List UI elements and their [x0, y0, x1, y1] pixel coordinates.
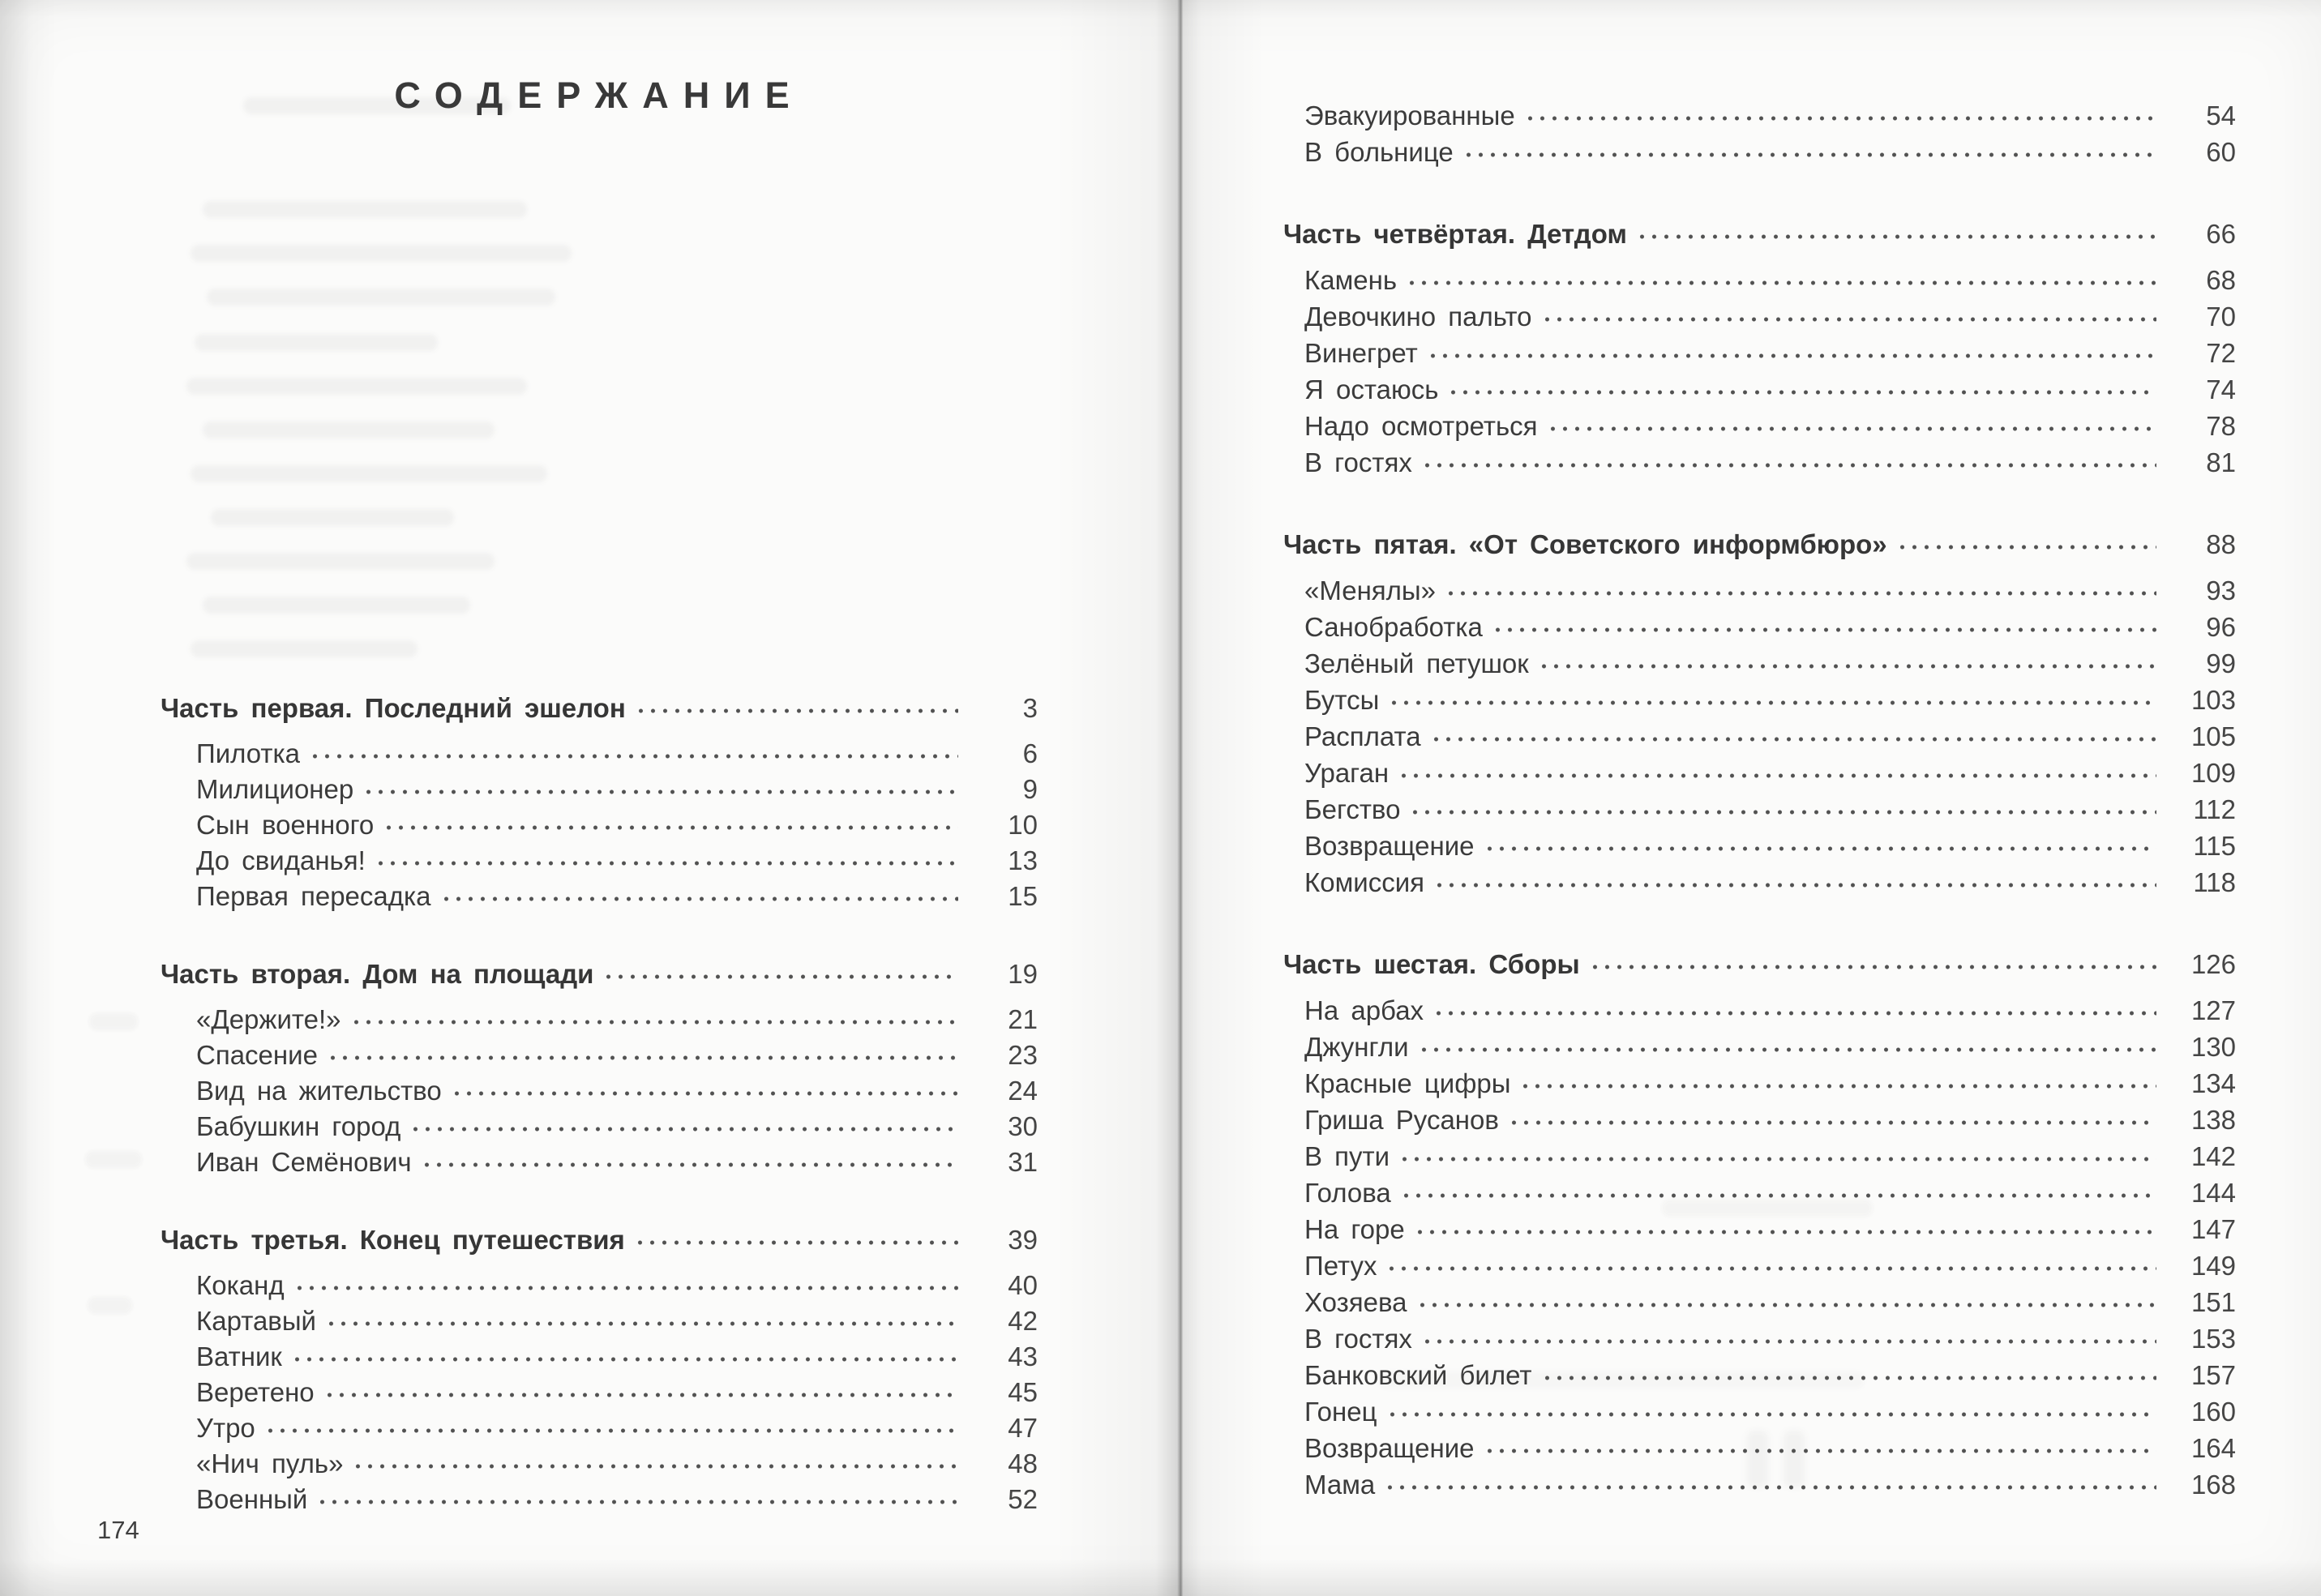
dot-leader [439, 896, 958, 901]
dot-leader [1518, 1084, 2156, 1089]
toc-entry [161, 1336, 1038, 1371]
dot-leader [1539, 1376, 2157, 1380]
toc-label: На арбах [1304, 995, 1424, 1026]
toc-page-number: 130 [2190, 1032, 2236, 1063]
toc-page-number: 147 [2190, 1214, 2236, 1245]
toc-entry [161, 1034, 1038, 1070]
toc-label: Возвращение [1304, 1433, 1475, 1464]
toc-page-number: 43 [1008, 1341, 1038, 1372]
toc-entry [1283, 1354, 2236, 1390]
toc-section-header [1283, 943, 2236, 979]
toc-entry [1283, 569, 2236, 605]
toc-page-number: 93 [2206, 576, 2236, 606]
bleedthrough-smudge [89, 1013, 138, 1030]
bleedthrough-smudge [191, 465, 547, 482]
toc-entry [161, 840, 1038, 875]
toc-entry [1283, 715, 2236, 751]
page-edge-shadow [0, 1560, 2321, 1596]
toc-entry [1283, 1025, 2236, 1062]
dot-leader [1428, 737, 2156, 742]
dot-leader [322, 1393, 958, 1397]
dot-leader [1443, 591, 2156, 596]
dot-leader [1482, 1448, 2156, 1453]
dot-leader [1384, 1266, 2156, 1271]
toc-page-number: 19 [1008, 959, 1038, 990]
toc-label: Санобработка [1304, 612, 1483, 643]
toc-label: Эвакуированные [1304, 101, 1515, 131]
toc-page-number: 134 [2190, 1068, 2236, 1099]
toc-page-number: 24 [1008, 1076, 1038, 1106]
toc-label: Сын военного [196, 810, 375, 841]
toc-label: Петух [1304, 1251, 1377, 1282]
toc-entry [1283, 94, 2236, 131]
toc-entry [1283, 824, 2236, 861]
toc-page-number: 149 [2190, 1251, 2236, 1282]
dot-leader [323, 1321, 958, 1326]
toc-entry [161, 1407, 1038, 1443]
toc-section-header [1283, 523, 2236, 559]
toc-page-number: 103 [2190, 685, 2236, 716]
toc-section [1283, 212, 2236, 477]
toc-entry [1283, 1390, 2236, 1427]
toc-label: Картавый [196, 1306, 316, 1337]
toc-page-number: 115 [2193, 831, 2236, 862]
dot-leader [315, 1500, 958, 1504]
dot-leader [1385, 1412, 2157, 1417]
toc-entry [1283, 861, 2236, 897]
dot-leader [408, 1127, 958, 1132]
toc-page-number: 68 [2206, 265, 2236, 296]
toc-label: В гостях [1304, 447, 1412, 478]
toc-label: В гостях [1304, 1324, 1412, 1354]
toc-entry [161, 999, 1038, 1034]
toc-label: Военный [196, 1484, 308, 1515]
toc-label: Иван Семёнович [196, 1147, 412, 1178]
toc-section [161, 687, 1038, 911]
dot-leader [1407, 810, 2156, 815]
toc-label: Часть шестая. Сборы [1283, 949, 1580, 980]
toc-section-header [161, 687, 1038, 723]
toc-entry [1283, 1244, 2236, 1281]
dot-leader [1412, 1230, 2156, 1234]
toc-label: Банковский билет [1304, 1360, 1532, 1391]
toc-entry [1283, 1427, 2236, 1463]
dot-leader [1404, 280, 2156, 285]
dot-leader [289, 1357, 958, 1362]
dot-leader [1420, 463, 2156, 468]
toc-label: Первая пересадка [196, 881, 431, 912]
toc-page-number: 45 [1008, 1377, 1038, 1408]
toc-entry [161, 1371, 1038, 1407]
toc-label: Надо осмотреться [1304, 411, 1538, 442]
toc-page-number: 96 [2206, 612, 2236, 643]
toc-page-number: 10 [1008, 810, 1038, 841]
toc-entry [1283, 678, 2236, 715]
dot-leader [1431, 1011, 2156, 1016]
dot-leader [1461, 152, 2156, 157]
toc-entry [161, 1141, 1038, 1177]
toc-label: Утро [196, 1413, 255, 1444]
dot-leader [1397, 1157, 2156, 1162]
toc-label: Ураган [1304, 758, 1390, 789]
toc-label: «Держите!» [196, 1004, 341, 1035]
toc-page-number: 6 [1022, 738, 1038, 769]
bleedthrough-smudge [211, 509, 454, 526]
toc-page-number: 47 [1008, 1413, 1038, 1444]
dot-leader [1425, 353, 2156, 358]
dot-leader [1482, 846, 2156, 851]
bleedthrough-smudge [186, 553, 495, 570]
toc-label: Возвращение [1304, 831, 1475, 862]
dot-leader [307, 754, 958, 759]
toc-entry [161, 1443, 1038, 1478]
toc-label: Девочкино пальто [1304, 302, 1532, 332]
toc-entry [1283, 1135, 2236, 1171]
toc-right-column [1283, 94, 2236, 1500]
dot-leader [1445, 390, 2156, 395]
toc-label: В больнице [1304, 137, 1454, 168]
dot-leader [1386, 700, 2156, 705]
toc-section-header [161, 953, 1038, 989]
toc-label: Комиссия [1304, 867, 1425, 898]
toc-entry [1283, 989, 2236, 1025]
contents-title: СОДЕРЖАНИЕ [394, 75, 804, 116]
bleedthrough-smudge [191, 245, 572, 262]
toc-entry [1283, 642, 2236, 678]
toc-label: Красные цифры [1304, 1068, 1511, 1099]
dot-leader [1432, 883, 2156, 888]
toc-page-number: 74 [2206, 374, 2236, 405]
toc-page-number: 48 [1008, 1448, 1038, 1479]
toc-entry [1283, 1463, 2236, 1500]
toc-entry [1283, 131, 2236, 167]
toc-page-number: 126 [2190, 949, 2236, 980]
toc-label: Голова [1304, 1178, 1391, 1209]
toc-page-number: 78 [2206, 411, 2236, 442]
toc-page-number: 153 [2190, 1324, 2236, 1354]
toc-label: Ватник [196, 1341, 282, 1372]
toc-page-number: 151 [2190, 1287, 2236, 1318]
toc-page-number: 21 [1008, 1004, 1038, 1035]
toc-label: Часть четвёртая. Детдом [1283, 219, 1627, 250]
toc-page-number: 60 [2206, 137, 2236, 168]
toc-label: Хозяева [1304, 1287, 1407, 1318]
bleedthrough-smudge [203, 597, 470, 614]
toc-section [161, 953, 1038, 1177]
toc-label: «Нич пуль» [196, 1448, 344, 1479]
dot-leader [1415, 1303, 2157, 1307]
toc-entry [161, 768, 1038, 804]
toc-label: Пилотка [196, 738, 301, 769]
toc-page-number: 109 [2190, 758, 2236, 789]
toc-entry [161, 1300, 1038, 1336]
dot-leader [1536, 664, 2156, 669]
toc-page-number: 52 [1008, 1484, 1038, 1515]
toc-entry [161, 1106, 1038, 1141]
page-edge-shadow [0, 0, 2321, 18]
dot-leader [361, 789, 958, 794]
toc-entry [1283, 751, 2236, 788]
toc-entry [161, 875, 1038, 911]
toc-page-number: 31 [1008, 1147, 1038, 1178]
dot-leader [1522, 116, 2156, 121]
toc-left-column [161, 687, 1038, 1514]
toc-entry [161, 1070, 1038, 1106]
toc-entry [1283, 295, 2236, 332]
toc-page-number: 15 [1008, 881, 1038, 912]
toc-label: Винегрет [1304, 338, 1418, 369]
toc-page-number: 23 [1008, 1040, 1038, 1071]
toc-label: Расплата [1304, 721, 1421, 752]
toc-entry [1283, 441, 2236, 477]
toc-label: Гонец [1304, 1397, 1377, 1427]
dot-leader [1545, 426, 2156, 431]
toc-page-number: 42 [1008, 1306, 1038, 1337]
dot-leader [350, 1464, 958, 1469]
toc-label: Зелёный петушок [1304, 648, 1529, 679]
toc-section [1283, 943, 2236, 1500]
toc-entry [161, 733, 1038, 768]
toc-page-number: 164 [2190, 1433, 2236, 1464]
bleedthrough-smudge [203, 421, 495, 439]
toc-entry [1283, 1171, 2236, 1208]
toc-label: Бегство [1304, 794, 1401, 825]
toc-page-number: 30 [1008, 1111, 1038, 1142]
toc-entry [1283, 788, 2236, 824]
bleedthrough-smudge [186, 378, 527, 395]
dot-leader [349, 1020, 958, 1025]
toc-label: Гриша Русанов [1304, 1105, 1499, 1136]
toc-label: Коканд [196, 1270, 285, 1301]
toc-entry [1283, 1281, 2236, 1317]
dot-leader [1396, 773, 2156, 778]
toc-entry [161, 1264, 1038, 1300]
folio-page-number: 174 [97, 1516, 139, 1544]
toc-label: Часть первая. Последний эшелон [161, 693, 626, 724]
bleedthrough-smudge [195, 334, 438, 351]
dot-leader [419, 1162, 958, 1167]
toc-page-number: 13 [1008, 845, 1038, 876]
toc-entry [1283, 1317, 2236, 1354]
toc-page-number: 118 [2193, 867, 2236, 898]
dot-leader [633, 708, 958, 713]
toc-label: Джунгли [1304, 1032, 1409, 1063]
toc-label: На горе [1304, 1214, 1405, 1245]
toc-label: Вид на жительство [196, 1076, 442, 1106]
toc-label: Милиционер [196, 774, 354, 805]
dot-leader [1506, 1120, 2156, 1125]
dot-leader [1895, 545, 2156, 550]
toc-label: До свиданья! [196, 845, 366, 876]
toc-page-number: 54 [2206, 101, 2236, 131]
bleedthrough-smudge [191, 640, 418, 657]
dot-leader [381, 825, 958, 830]
toc-entry [161, 804, 1038, 840]
toc-label: Мама [1304, 1470, 1376, 1500]
toc-page-number: 81 [2206, 447, 2236, 478]
toc-label: Бабушкин город [196, 1111, 401, 1142]
bleedthrough-smudge [207, 289, 555, 306]
toc-page-number: 39 [1008, 1225, 1038, 1256]
toc-label: «Менялы» [1304, 576, 1436, 606]
toc-page-number: 157 [2190, 1360, 2236, 1391]
toc-page-number: 142 [2190, 1141, 2236, 1172]
toc-label: Бутсы [1304, 685, 1380, 716]
toc-page-number: 72 [2206, 338, 2236, 369]
toc-entry [1283, 259, 2236, 295]
toc-section-header [161, 1219, 1038, 1255]
dot-leader [263, 1428, 958, 1433]
toc-entry [1283, 404, 2236, 441]
book-gutter [1054, 0, 1265, 1596]
toc-label: Часть третья. Конец путешествия [161, 1225, 625, 1256]
dot-leader [1587, 965, 2156, 969]
dot-leader [632, 1240, 958, 1245]
dot-leader [373, 861, 958, 866]
toc-label: Веретено [196, 1377, 315, 1408]
toc-page-number: 66 [2206, 219, 2236, 250]
page-edge-shadow [0, 0, 57, 1596]
toc-entry [1283, 368, 2236, 404]
dot-leader [1382, 1485, 2156, 1490]
toc-label: Камень [1304, 265, 1398, 296]
toc-page-number: 40 [1008, 1270, 1038, 1301]
toc-page-number: 9 [1022, 774, 1038, 805]
dot-leader [601, 974, 958, 979]
toc-entry [1283, 332, 2236, 368]
toc-entry [1283, 1098, 2236, 1135]
toc-label: Я остаюсь [1304, 374, 1439, 405]
toc-label: В пути [1304, 1141, 1390, 1172]
toc-page-number: 127 [2190, 995, 2236, 1026]
toc-label: Часть вторая. Дом на площади [161, 959, 594, 990]
toc-section-header [1283, 212, 2236, 249]
bleedthrough-smudge [85, 1151, 142, 1168]
toc-page-number: 138 [2190, 1105, 2236, 1136]
toc-page-number: 112 [2193, 794, 2236, 825]
toc-label: Часть пятая. «От Советского информбюро» [1283, 529, 1887, 560]
toc-entry [1283, 1208, 2236, 1244]
toc-entry [1283, 605, 2236, 642]
toc-page-number: 160 [2190, 1397, 2236, 1427]
toc-entry [1283, 1062, 2236, 1098]
bleedthrough-smudge [203, 201, 527, 218]
toc-page-number: 105 [2190, 721, 2236, 752]
toc-label: Спасение [196, 1040, 318, 1071]
toc-page-number: 144 [2190, 1178, 2236, 1209]
toc-page-number: 99 [2206, 648, 2236, 679]
toc-section [1283, 523, 2236, 897]
dot-leader [1420, 1339, 2156, 1344]
toc-page-number: 168 [2190, 1470, 2236, 1500]
dot-leader [1634, 234, 2156, 239]
toc-section [161, 1219, 1038, 1514]
dot-leader [1539, 317, 2157, 322]
toc-page-number: 70 [2206, 302, 2236, 332]
toc-entry [161, 1478, 1038, 1514]
dot-leader [292, 1286, 958, 1290]
toc-page-number: 3 [1022, 693, 1038, 724]
dot-leader [449, 1091, 958, 1096]
dot-leader [325, 1055, 958, 1060]
dot-leader [1490, 627, 2156, 632]
dot-leader [1416, 1047, 2156, 1052]
bleedthrough-smudge [88, 1297, 132, 1314]
toc-page-number: 88 [2206, 529, 2236, 560]
dot-leader [1398, 1193, 2156, 1198]
